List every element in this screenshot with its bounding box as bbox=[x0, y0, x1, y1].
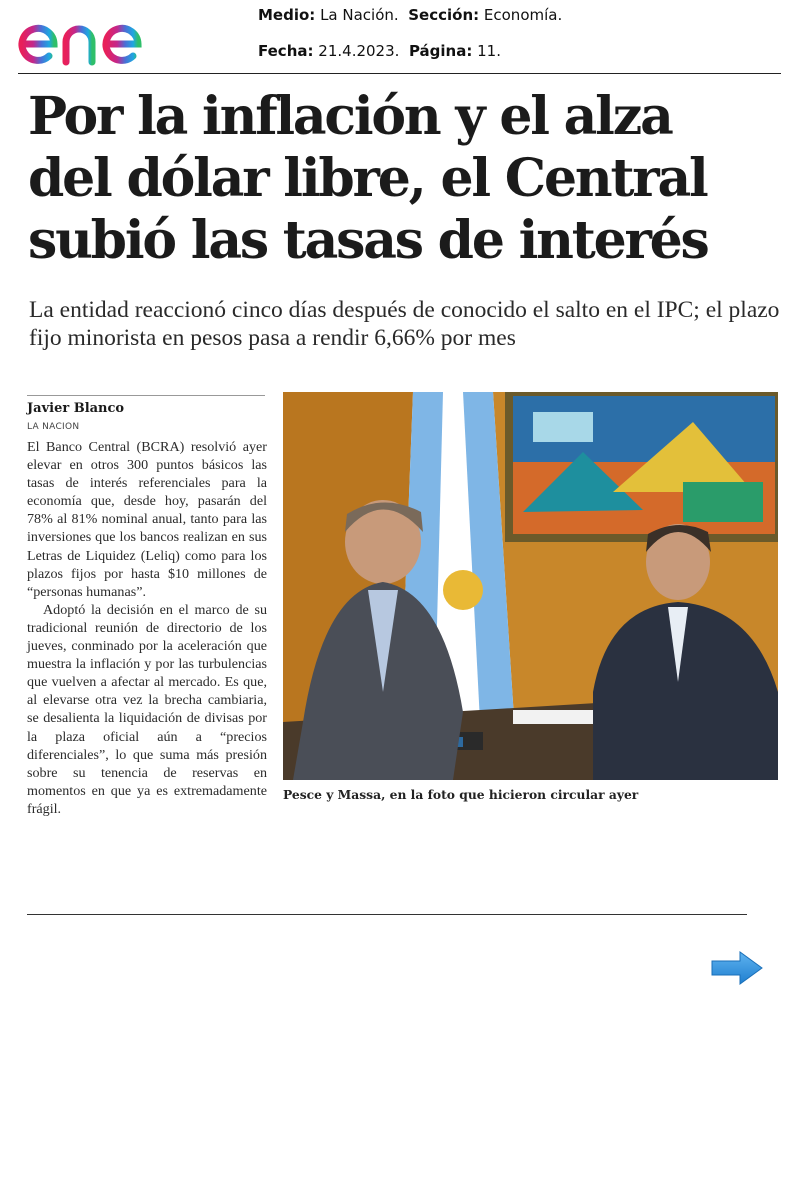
seccion-value: Economía. bbox=[483, 6, 563, 24]
article-body bbox=[27, 438, 267, 818]
article-deck: La entidad reaccionó cinco días después de conocido el salto en el IPC; el plazo fijo minorista en pesos pasa a rendir 6,66% por mes bbox=[29, 297, 780, 351]
photo-caption: Pesce y Massa, en la foto que hicieron circular ayer bbox=[283, 787, 639, 802]
article-photo bbox=[283, 392, 778, 780]
fecha-label: Fecha: bbox=[258, 42, 314, 60]
article-headline: Por la inflación y el alza del dólar libre, el Central subió las tasas de interés bbox=[28, 86, 708, 271]
enel-logo bbox=[16, 4, 182, 66]
meta-line-fecha bbox=[258, 40, 562, 76]
photo-illustration bbox=[283, 392, 778, 780]
enel-logo-mark bbox=[16, 4, 182, 66]
meta-line-medio bbox=[258, 4, 562, 40]
pagina-value: 11. bbox=[477, 42, 501, 60]
seccion-label: Sección: bbox=[408, 6, 480, 24]
header-divider bbox=[18, 73, 781, 74]
medio-value: La Nación. bbox=[320, 6, 399, 24]
article-paragraph-1: El Banco Central (BCRA) resolvió ayer elevar en otros 300 puntos básicos las tasas de interés referenciales para la economía que, desde hoy, pasarán del 78% al 81% nominal anual, tanto para las inversiones que los bancos realizan en sus Letras de Liquidez (Leliq) como para los plazos fijos por hasta $10 millones de “personas humanas”. bbox=[27, 439, 267, 600]
author-source: LA NACION bbox=[27, 422, 80, 432]
author-name: Javier Blanco bbox=[27, 401, 125, 416]
pagina-label: Página: bbox=[408, 42, 473, 60]
arrow-right-icon bbox=[710, 950, 764, 986]
byline-divider bbox=[27, 395, 265, 396]
next-page-button[interactable] bbox=[710, 950, 764, 986]
article-paragraph-2: Adoptó la decisión en el marco de su tradicional reunión de directorio de los jueves, conminado por la aceleración que muestra la inflación y por las turbulencias que vuelven a afectar al mercado. Es que, al elevarse otra vez la brecha cambiaria, se desalienta la liquidación de divisas por la plaza oficial aún a “precios diferenciales”, lo que suma más presión sobre su tenencia de reservas en momentos en que ya es extremadamente frágil. bbox=[27, 601, 267, 817]
footer-divider bbox=[27, 914, 747, 915]
press-metadata bbox=[258, 4, 562, 76]
medio-label: Medio: bbox=[258, 6, 316, 24]
fecha-value: 21.4.2023. bbox=[318, 42, 400, 60]
